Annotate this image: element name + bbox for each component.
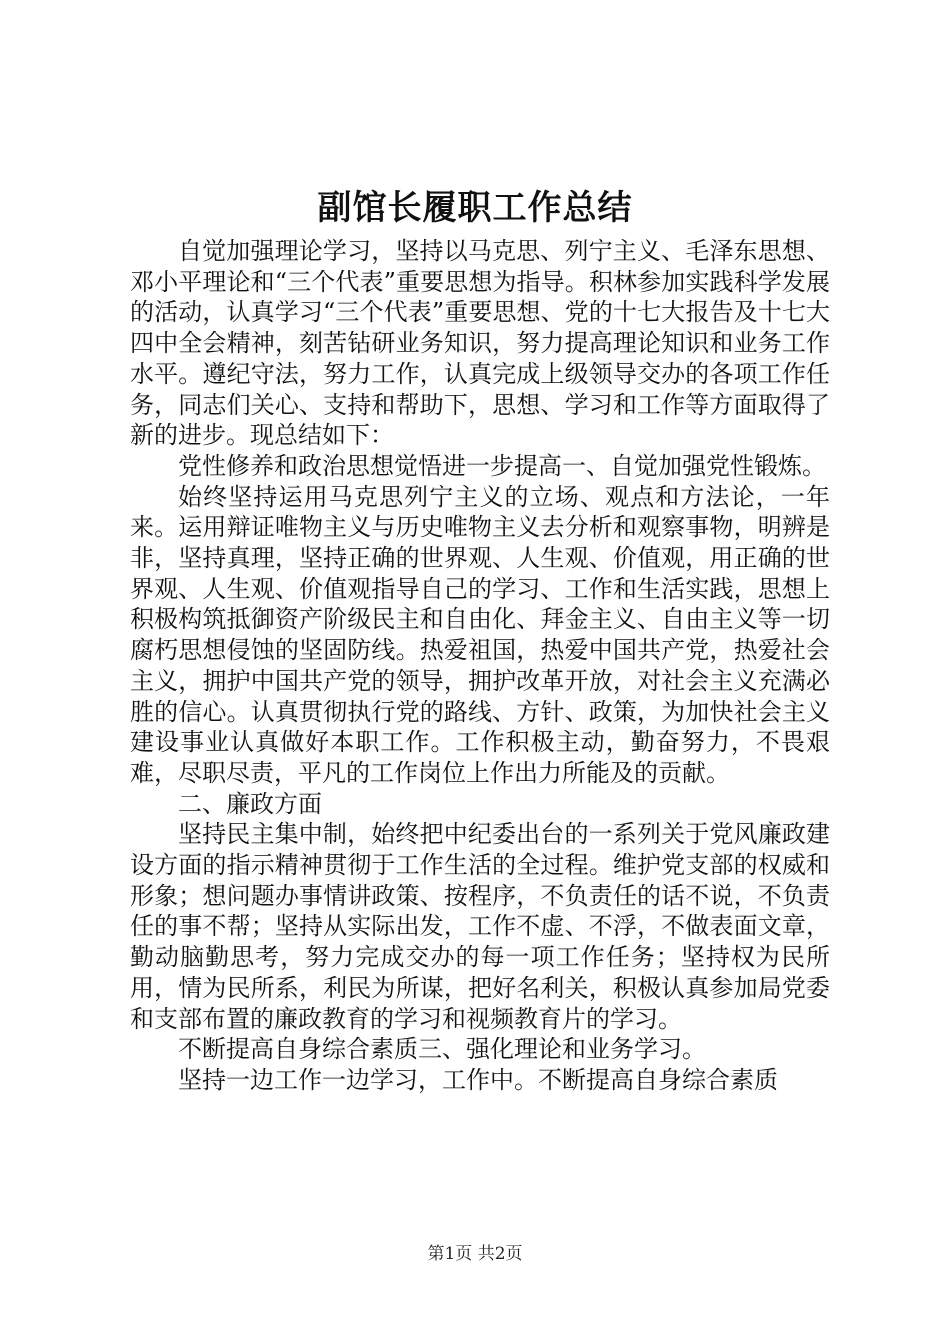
- paragraph-section-2-body: 坚持民主集中制，始终把中纪委出台的一系列关于党风廉政建设方面的指示精神贯彻于工作生活的全过程。维护党支部的权威和形象；想问题办事情讲政策、按程序，不负责任的话不说，不负责任的事不帮；坚持从实际出发，工作不虚、不浮，不做表面文章，勤动脑勤思考，努力完成交办的每一项工作任务；坚持权为民所用，情为民所系，利民为所谋，把好名利关，积极认真参加局党委和支部布置的廉政教育的学习和视频教育片的学习。: [130, 820, 830, 1033]
- paragraph-section-1-heading: 党性修养和政治思想觉悟进一步提高一、自觉加强党性锻炼。: [178, 451, 826, 480]
- page-footer: 第1页 共2页: [427, 1244, 523, 1264]
- paragraph-section-1-body: 始终坚持运用马克思列宁主义的立场、观点和方法论，一年来。运用辩证唯物主义与历史唯物主义去分析和观察事物，明辨是非，坚持真理，坚持正确的世界观、人生观、价值观，用正确的世界观、人生观、价值观指导自己的学习、工作和生活实践，思想上积极构筑抵御资产阶级民主和自由化、拜金主义、自由主义等一切腐朽思想侵蚀的坚固防线。热爱祖国，热爱中国共产党，热爱社会主义，拥护中国共产党的领导，拥护改革开放，对社会主义充满必胜的信心。认真贯彻执行党的路线、方针、政策，为加快社会主义建设事业认真做好本职工作。工作积极主动，勤奋努力，不畏艰难，尽职尽责，平凡的工作岗位上作出力所能及的贡献。: [130, 482, 830, 787]
- paragraph-section-3-body: 坚持一边工作一边学习，工作中。不断提高自身综合素质: [178, 1065, 778, 1094]
- document-title: 副馆长履职工作总结: [317, 188, 633, 228]
- paragraph-section-2-heading: 二、廉政方面: [178, 789, 322, 818]
- document-body: [130, 236, 830, 1096]
- paragraph-section-3-heading: 不断提高自身综合素质三、强化理论和业务学习。: [178, 1035, 706, 1064]
- paragraph-intro: 自觉加强理论学习，坚持以马克思、列宁主义、毛泽东思想、邓小平理论和“三个代表”重要思想为指导。积林参加实践科学发展的活动，认真学习“三个代表”重要思想、党的十七大报告及十七大四中全会精神，刻苦钻研业务知识，努力提高理论知识和业务工作水平。遵纪守法，努力工作，认真完成上级领导交办的各项工作任务，同志们关心、支持和帮助下，思想、学习和工作等方面取得了新的进步。现总结如下：: [130, 237, 830, 450]
